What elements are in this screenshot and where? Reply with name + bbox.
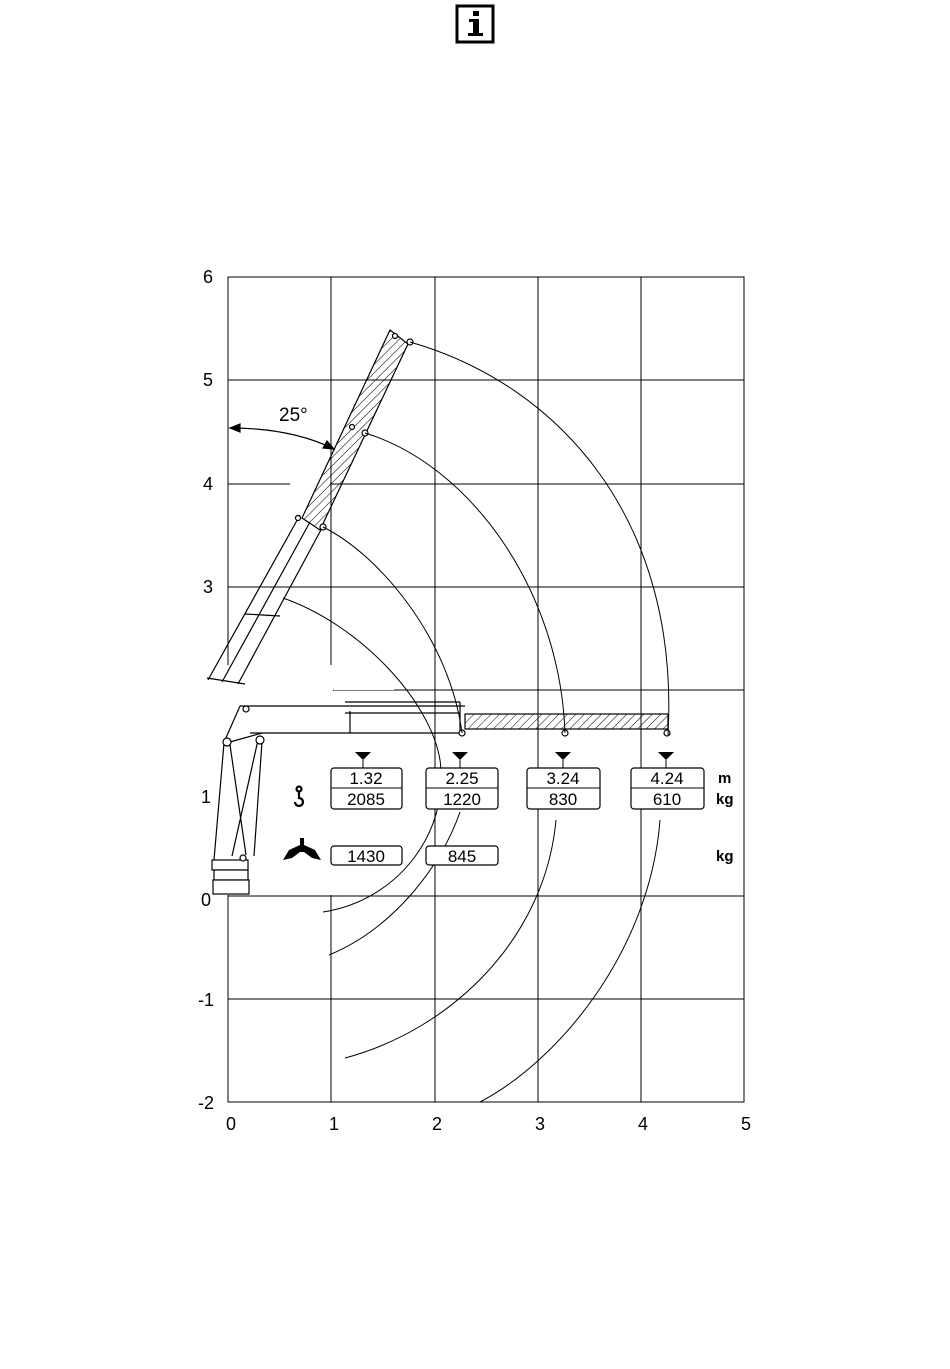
info-icon [457, 6, 493, 42]
reach-value: 3.24 [546, 769, 580, 788]
grab-load-box [331, 846, 402, 866]
grab-load-value: 845 [447, 847, 477, 866]
x-axis [226, 1114, 751, 1134]
y-tick-label: 4 [202, 474, 213, 494]
angle-indicator [230, 424, 334, 449]
reach-box [426, 768, 498, 809]
reach-value: 1.32 [349, 769, 383, 788]
y-axis [198, 267, 214, 1113]
hook-load-value: 2085 [347, 790, 385, 809]
reach-box [331, 768, 402, 809]
y-tick-label: 0 [200, 890, 211, 910]
x-tick-label: 4 [637, 1114, 649, 1134]
reach-value: 2.25 [445, 769, 479, 788]
reach-box [631, 768, 704, 809]
grab-load-box [426, 846, 498, 866]
grab-load-unit: kg [716, 848, 734, 865]
load-markers [355, 752, 674, 768]
reach-value: 4.24 [650, 769, 684, 788]
grab-load-value: 1430 [347, 847, 385, 866]
y-tick-label: -2 [197, 1093, 214, 1113]
hook-load-value: 830 [548, 790, 578, 809]
hook-load-value: 610 [652, 790, 682, 809]
reach-box [527, 768, 600, 809]
reach-unit: m [718, 770, 732, 787]
x-tick-label: 3 [534, 1114, 546, 1134]
x-tick-label: 5 [740, 1114, 752, 1134]
y-tick-label: 3 [202, 577, 213, 597]
y-tick-label: 6 [202, 267, 213, 287]
angle-label: 25° [279, 405, 308, 426]
y-tick-label: 1 [200, 787, 211, 807]
x-tick-label: 2 [431, 1114, 443, 1134]
y-tick-label: -1 [197, 990, 214, 1010]
x-tick-label: 0 [225, 1114, 237, 1134]
load-unit: kg [716, 791, 734, 808]
hook-load-value: 1220 [443, 790, 481, 809]
x-tick-label: 1 [328, 1114, 340, 1134]
y-tick-label: 5 [202, 370, 213, 390]
